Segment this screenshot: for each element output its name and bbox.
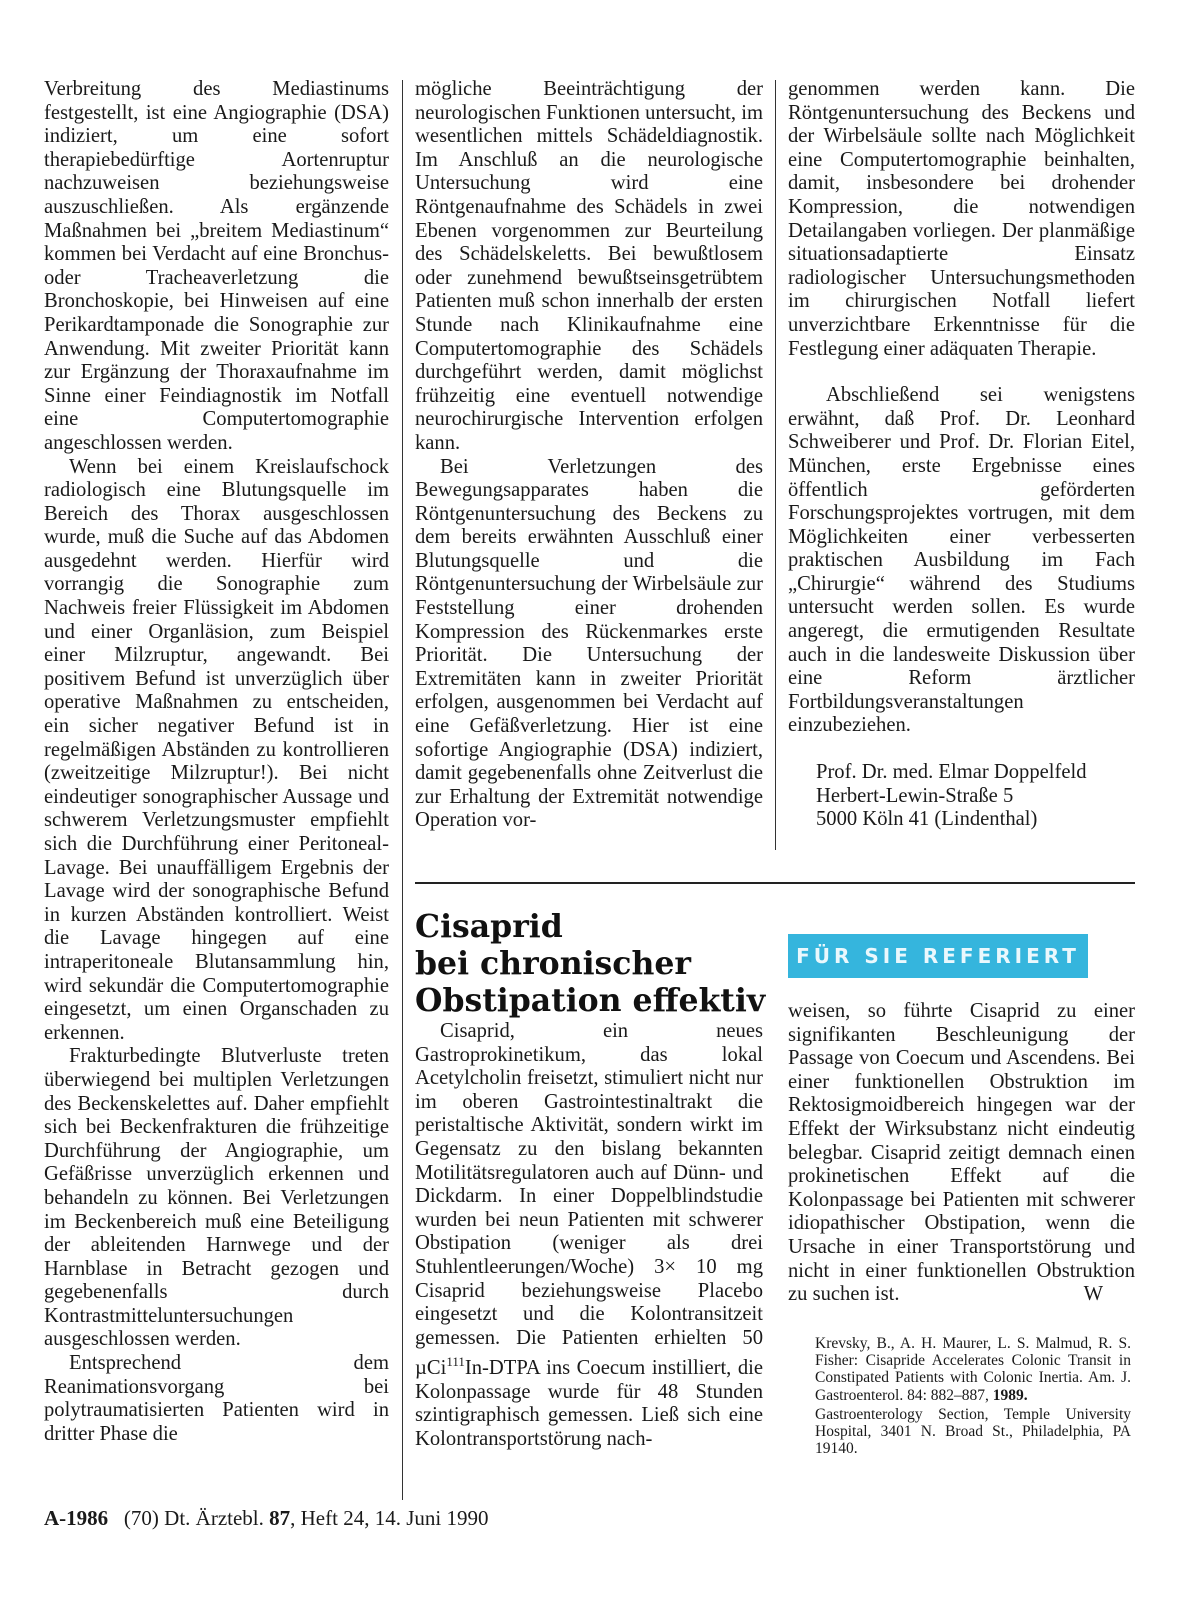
- author-name: Prof. Dr. med. Elmar Doppelfeld: [816, 761, 1087, 784]
- references: [815, 1335, 1131, 1459]
- paragraph: Wenn bei einem Kreislaufschock radiologisch eine Blutungsquelle im Bereich des Thorax ausgeschlossen wurde, muß die Suche auf das Abdomen ausgedehnt werden. Hierfür wird vorrangig die Sonographie zum Nachweis freier Flüssigkeit im Abdomen und einer Organläsion, zum Beispiel einer Milzruptur, angewandt. Bei positivem Befund ist unverzüglich über operative Maßnahmen zu entscheiden, ein sicher negativer Befund ist in regelmäßigen Abständen zu kontrollieren (zweitzeitige Milzruptur!). Bei nicht eindeutiger sonographischer Aussage und schwerem Verletzungsmuster empfiehlt sich die Durchführung einer Peritoneal-Lavage. Bei unauffälligem Ergebnis der Lavage wird der sonographische Befund in kurzen Abständen kontrolliert. Weist die Lavage hingegen auf eine intraperitoneale Blutansammlung hin, wird sekundär die Computertomographie eingesetzt, um einen Organschaden zu erkennen.: [44, 455, 389, 1044]
- paragraph: mögliche Beeinträchtigung der neurologischen Funktionen untersucht, im wesentlichen mittels Schädeldiagnostik. Im Anschluß an die neurologische Untersuchung wird eine Röntgenaufnahme des Schädels in zwei Ebenen vorgenommen zur Beurteilung des Schädelskeletts. Bei bewußtlosem oder zunehmend bewußtseinsgetrübtem Patienten muß schon innerhalb der ersten Stunde nach Klinikaufnahme eine Computertomographie des Schädels durchgeführt werden, damit möglichst frühzeitig eine eventuell notwendige neurochirurgische Intervention erfolgen kann.: [415, 78, 763, 454]
- journal-issue: , Heft 24, 14. Juni 1990: [290, 1506, 489, 1530]
- author-initial: W: [1083, 1283, 1103, 1306]
- page-footer: [44, 1505, 488, 1531]
- journal-page: (70) Dt. Ärztebl.: [123, 1506, 264, 1530]
- headline-line: Obstipation effektiv: [415, 982, 766, 1019]
- article-headline: [415, 908, 775, 1019]
- author-address: Herbert-Lewin-Straße 5: [816, 784, 1014, 807]
- paragraph: Entsprechend dem Reanimationsvorgang bei polytraumatisierten Patienten wird in dritter Phase die: [44, 1352, 389, 1445]
- reference-text: Krevsky, B., A. H. Maurer, L. S. Malmud, R. S. Fisher: Cisapride Accelerates Colonic Transit in Constipated Patients with Colonic Inertia. Am. J. Gastroenterol. 84: 882–887,: [815, 1335, 1131, 1404]
- headline-line: Cisaprid: [415, 908, 563, 945]
- column-2: [415, 78, 763, 833]
- author-city: 5000 Köln 41 (Lindenthal): [816, 808, 1038, 831]
- text-segment: In-DTPA ins Coecum instilliert, die Kolonpassage wurde für 48 Stunden szintigraphisch gemessen. Ließ sich eine Kolontransportstörung nach-: [415, 1357, 763, 1450]
- reference-citation: [815, 1335, 1131, 1404]
- section-divider: [415, 882, 1135, 884]
- section-banner: [788, 934, 1088, 978]
- reference-address: Gastroenterology Section, Temple University Hospital, 3401 N. Broad St., Philadelphia, PA 19140.: [815, 1405, 1131, 1458]
- column-divider-left: [402, 80, 403, 1500]
- headline-line: bei chronischer: [415, 945, 692, 982]
- paragraph: Bei Verletzungen des Bewegungsapparates haben die Röntgenuntersuchung des Beckens zu dem bereits erwähnten Ausschluß einer Blutungsquelle und die Röntgenuntersuchung der Wirbelsäule zur Feststellung einer drohenden Kompression des Rückenmarkes erste Priorität. Die Untersuchung der Extremitäten kann in zweiter Priorität erfolgen, ausgenommen bei Verdacht auf eine Gefäßverletzung. Hier ist eine sofortige Angiographie (DSA) indiziert, damit gegebenenfalls ohne Zeitverlust die zur Erhaltung der Extremität notwendige Operation vor-: [415, 455, 763, 832]
- column-1: [44, 78, 389, 1446]
- journal-volume: 87: [269, 1506, 291, 1530]
- banner-label: FÜR SIE REFERIERT: [796, 944, 1080, 968]
- text-segment: Cisaprid, ein neues Gastroprokinetikum, das lokal Acetylcholin freisetzt, stimuliert nicht nur im oberen Gastrointestinaltrakt die peristaltische Aktivität, sondern wirkt im Gegensatz zu den bislang bekannten Motilitätsregulatoren auch auf Dünn- und Dickdarm. In einer Doppelblindstudie wurden bei neun Patienten mit schwerer Obstipation (weniger als drei Stuhlentleerungen/Woche) 3× 10 mg Cisaprid beziehungsweise Placebo eingesetzt und die Kolontransitzeit gemessen. Die Patienten erhielten 50 µCi: [415, 1020, 763, 1380]
- article-body-right: [788, 1000, 1135, 1307]
- paragraph: Abschließend sei wenigstens erwähnt, daß Prof. Dr. Leonhard Schweiberer und Prof. Dr. Florian Eitel, München, erste Ergebnisse eines öffentlich geförderten Forschungsprojektes vortrugen, mit dem Möglichkeiten einer verbesserten praktischen Ausbildung im Fach „Chirurgie“ während des Studiums untersucht werden sollen. Es wurde angeregt, die ermutigenden Resultate auch in die landesweite Diskussion über eine Reform ärztlicher Fortbildungsveranstaltungen einzubeziehen.: [788, 384, 1135, 737]
- column-3: [788, 78, 1135, 832]
- isotope-superscript: 111: [446, 1354, 465, 1370]
- column-divider-right: [775, 80, 776, 850]
- paragraph: [415, 1020, 763, 1452]
- paragraph: Frakturbedingte Blutverluste treten überwiegend bei multiplen Verletzungen des Beckenskelettes auf. Daher empfiehlt sich bei Beckenfrakturen die frühzeitige Durchführung der Angiographie, um Gefäßrisse unverzüglich erkennen und behandeln zu können. Bei Verletzungen im Beckenbereich muß eine Beteiligung der ableitenden Harnwege und der Harnblase in Betracht gezogen und gegebenenfalls durch Kontrastmitteluntersuchungen ausgeschlossen werden.: [44, 1045, 389, 1351]
- article-body-left: [415, 1020, 763, 1452]
- paragraph: Verbreitung des Mediastinums festgestellt, ist eine Angiographie (DSA) indiziert, um eine sofort therapiebedürftige Aortenruptur nachzuweisen beziehungsweise auszuschließen. Als ergänzende Maßnahmen bei „breitem Mediastinum“ kommen bei Verdacht auf eine Bronchus- oder Tracheaverletzung die Bronchoskopie, bei Hinweisen auf eine Perikardtamponade die Sonographie zur Anwendung. Mit zweiter Priorität kann zur Ergänzung der Thoraxaufnahme im Sinne einer Feindiagnostik im Notfall eine Computertomographie angeschlossen werden.: [44, 78, 389, 454]
- reference-year: 1989.: [992, 1386, 1028, 1404]
- page-code: A-1986: [44, 1506, 109, 1530]
- paragraph: genommen werden kann. Die Röntgenuntersuchung des Beckens und der Wirbelsäule sollte nach Möglichkeit eine Computertomographie beinhalten, damit, insbesondere bei drohender Kompression, die notwendigen Detailangaben vorliegen. Der planmäßige situationsadaptierte Einsatz radiologischer Untersuchungsmethoden im chirurgischen Notfall liefert unverzichtbare Erkenntnisse für die Festlegung einer adäquaten Therapie.: [788, 78, 1135, 360]
- paragraph: weisen, so führte Cisaprid zu einer signifikanten Beschleunigung der Passage von Coecum und Ascendens. Bei einer funktionellen Obstruktion im Rektosigmoidbereich hingegen war der Effekt der Wirksubstanz nicht eindeutig belegbar. Cisaprid zeitigt demnach einen prokinetischen Effekt auf die Kolonpassage bei Patienten mit schwerer idiopathischer Obstipation, wenn die Ursache in einer Transportstörung und nicht in einer funktionellen Obstruktion zu suchen ist.: [788, 1000, 1135, 1306]
